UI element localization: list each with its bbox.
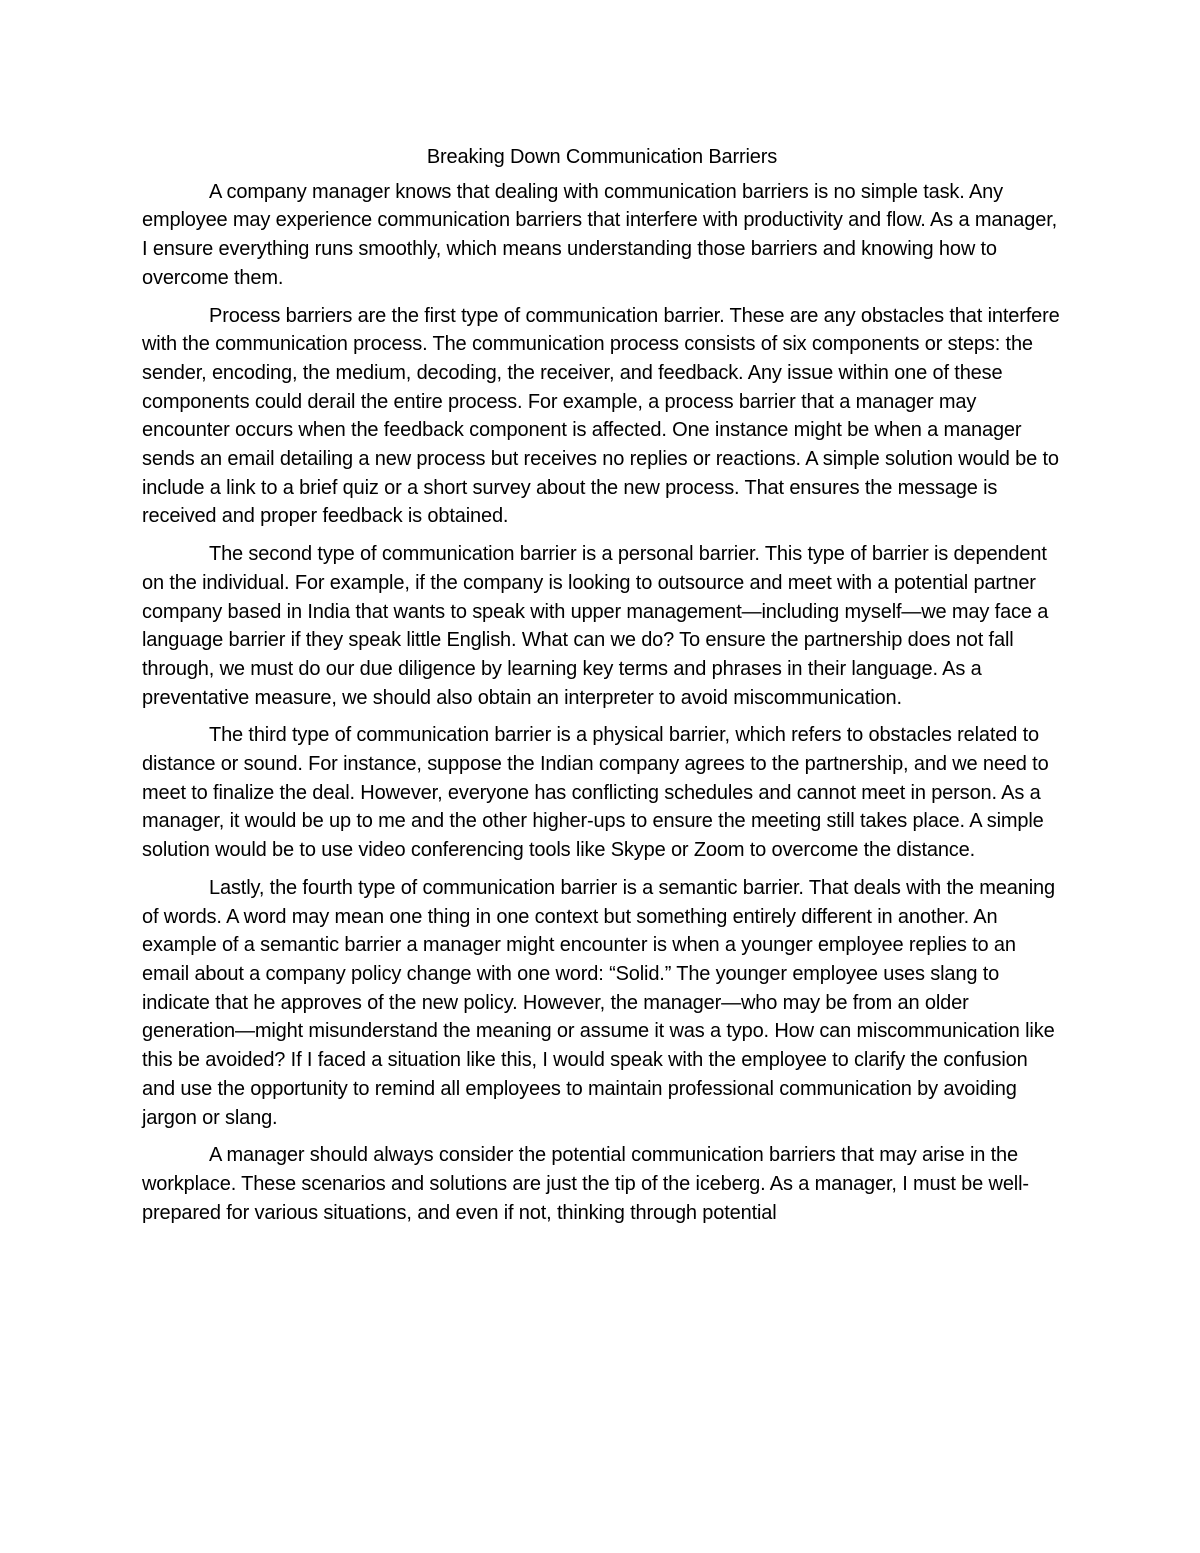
paragraph-process-barriers: Process barriers are the first type of communication barrier. These are any obstacles that interfere with the communication process. The communication process consists of six components or steps: the sender, encoding, the medium, decoding, the receiver, and feedback. Any issue within one of these components could derail the entire process. For example, a process barrier that a manager may encounter occurs when the feedback component is affected. One instance might be when a manager sends an email detailing a new process but receives no replies or reactions. A simple solution would be to include a link to a brief quiz or a short survey about the new process. That ensures the message is received and proper feedback is obtained. bbox=[142, 304, 1060, 528]
document-body bbox=[142, 143, 1062, 1236]
paragraph-personal-barriers: The second type of communication barrier is a personal barrier. This type of barrier is dependent on the individual. For example, if the company is looking to outsource and meet with a potential partner company based in India that wants to speak with upper management—including myself—we may face a language barrier if they speak little English. What can we do? To ensure the partnership does not fall through, we must do our due diligence by learning key terms and phrases in their language. As a preventative measure, we should also obtain an interpreter to avoid miscommunication. bbox=[142, 543, 1049, 709]
paragraph-intro: A company manager knows that dealing with communication barriers is no simple task. Any employee may experience communication barriers that interfere with productivity and flow. As a manager, I ensure everything runs smoothly, which means understanding those barriers and knowing how to overcome them. bbox=[142, 180, 1058, 289]
paragraph-conclusion: A manager should always consider the potential communication barriers that may arise in the workplace. These scenarios and solutions are just the tip of the iceberg. As a manager, I must be well-prepared for various situations, and even if not, thinking through potential bbox=[142, 1144, 1029, 1224]
paragraph-semantic-barriers: Lastly, the fourth type of communication barrier is a semantic barrier. That deals with the meaning of words. A word may mean one thing in one context but something entirely different in another. An example of a semantic barrier a manager might encounter is when a younger employee replies to an email about a company policy change with one word: “Solid.” The younger employee uses slang to indicate that he approves of the new policy. However, the manager—who may be from an older generation—might misunderstand the meaning or assume it was a typo. How can miscommunication like this be avoided? If I faced a situation like this, I would speak with the employee to clarify the confusion and use the opportunity to remind all employees to maintain professional communication by avoiding jargon or slang. bbox=[142, 876, 1055, 1129]
paragraph-physical-barriers: The third type of communication barrier is a physical barrier, which refers to obstacles related to distance or sound. For instance, suppose the Indian company agrees to the partnership, and we need to meet to finalize the deal. However, everyone has conflicting schedules and cannot meet in person. As a manager, it would be up to me and the other higher-ups to ensure the meeting still takes place. A simple solution would be to use video conferencing tools like Skype or Zoom to overcome the distance. bbox=[142, 724, 1049, 862]
document-title: Breaking Down Communication Barriers bbox=[426, 146, 778, 168]
